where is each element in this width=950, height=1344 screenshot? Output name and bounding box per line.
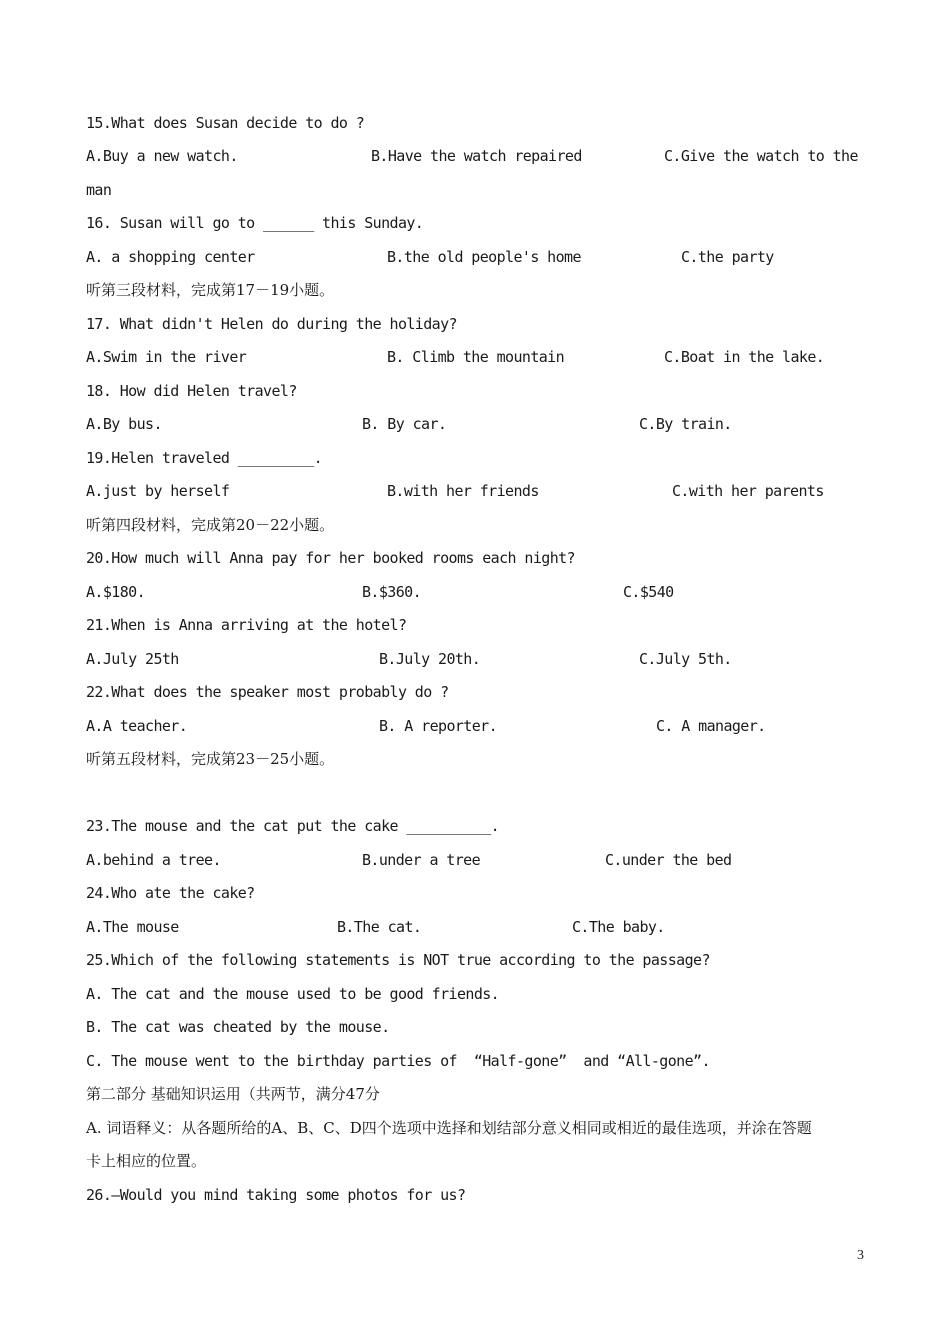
question-25-stem: 25.Which of the following statements is NOT true according to the passage? <box>86 951 710 969</box>
question-25-option-c: C. The mouse went to the birthday parties of “Half-gone” and “All-gone”. <box>86 1052 710 1070</box>
question-22-stem: 22.What does the speaker most probably do ? <box>86 683 449 701</box>
question-17-stem: 17. What didn't Helen do during the holiday? <box>86 315 457 333</box>
question-20-option-b: B.$360. <box>362 583 422 601</box>
question-21-option-b: B.July 20th. <box>379 650 481 668</box>
part-2-heading: 第二部分 基础知识运用（共两节，满分47分 <box>86 1085 380 1103</box>
part-2-instructions-line-1: A. 词语释义：从各题所给的A、B、C、D四个选项中选择和划结部分意义相同或相近的最佳选项，并涂在答题 <box>86 1119 812 1137</box>
question-17-option-c: C.Boat in the lake. <box>664 348 825 366</box>
question-21-option-c: C.July 5th. <box>639 650 732 668</box>
question-26-stem: 26.—Would you mind taking some photos for us? <box>86 1186 466 1204</box>
question-22-option-c: C. A manager. <box>656 717 766 735</box>
question-23-option-c: C.under the bed <box>605 851 732 869</box>
question-15-option-a: A.Buy a new watch. <box>86 147 238 165</box>
question-19-stem: 19.Helen traveled _________. <box>86 449 323 467</box>
question-16-stem: 16. Susan will go to ______ this Sunday. <box>86 214 424 232</box>
question-18-option-b: B. By car. <box>362 415 447 433</box>
question-16-option-b: B.the old people's home <box>387 248 581 266</box>
question-21-option-a: A.July 25th <box>86 650 179 668</box>
question-20-option-c: C.$540 <box>623 583 674 601</box>
question-23-stem: 23.The mouse and the cat put the cake __________. <box>86 817 500 835</box>
question-24-option-a: A.The mouse <box>86 918 179 936</box>
section-3-heading: 听第三段材料，完成第17－19小题。 <box>86 281 335 299</box>
question-15-stem: 15.What does Susan decide to do ? <box>86 114 365 132</box>
question-23-option-b: B.under a tree <box>362 851 481 869</box>
question-24-stem: 24.Who ate the cake? <box>86 884 255 902</box>
page-number: 3 <box>857 1248 864 1263</box>
question-17-option-a: A.Swim in the river <box>86 348 247 366</box>
question-16-option-c: C.the party <box>681 248 774 266</box>
question-24-option-c: C.The baby. <box>572 918 665 936</box>
question-20-stem: 20.How much will Anna pay for her booked rooms each night? <box>86 549 575 567</box>
question-20-option-a: A.$180. <box>86 583 146 601</box>
question-16-option-a: A. a shopping center <box>86 248 255 266</box>
question-19-option-b: B.with her friends <box>387 482 539 500</box>
question-15-option-c: C.Give the watch to the <box>664 147 858 165</box>
question-15-option-c-continued: man <box>86 181 112 199</box>
section-5-heading: 听第五段材料，完成第23－25小题。 <box>86 750 335 768</box>
question-18-option-c: C.By train. <box>639 415 732 433</box>
part-2-instructions-line-2: 卡上相应的位置。 <box>86 1152 207 1170</box>
question-21-stem: 21.When is Anna arriving at the hotel? <box>86 616 407 634</box>
question-19-option-c: C.with her parents <box>672 482 824 500</box>
question-25-option-a: A. The cat and the mouse used to be good friends. <box>86 985 500 1003</box>
question-23-option-a: A.behind a tree. <box>86 851 221 869</box>
question-15-option-b: B.Have the watch repaired <box>371 147 582 165</box>
question-25-option-b: B. The cat was cheated by the mouse. <box>86 1018 390 1036</box>
question-22-option-a: A.A teacher. <box>86 717 188 735</box>
question-22-option-b: B. A reporter. <box>379 717 498 735</box>
question-19-option-a: A.just by herself <box>86 482 230 500</box>
question-24-option-b: B.The cat. <box>337 918 422 936</box>
question-18-stem: 18. How did Helen travel? <box>86 382 297 400</box>
section-4-heading: 听第四段材料，完成第20－22小题。 <box>86 516 335 534</box>
question-18-option-a: A.By bus. <box>86 415 162 433</box>
question-17-option-b: B. Climb the mountain <box>387 348 565 366</box>
